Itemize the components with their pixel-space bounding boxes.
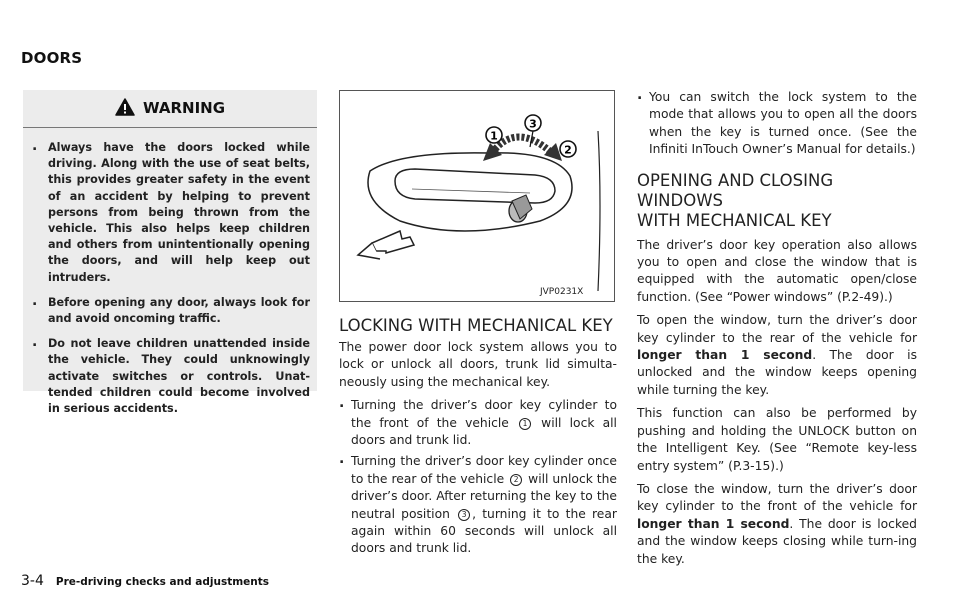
callout-2: 2: [564, 143, 572, 157]
footer-section: Pre-driving checks and adjustments: [55, 576, 270, 588]
callout-3: 3: [529, 117, 537, 131]
warning-divider: [23, 127, 317, 128]
door-handle: [395, 169, 555, 203]
warning-heading: [23, 98, 317, 120]
page-number: 3-4: [21, 573, 44, 589]
locking-heading: LOCKING WITH MECHANICAL KEY: [339, 316, 613, 335]
locking-list-continued: [637, 89, 917, 159]
figure-code: JVP0231X: [540, 287, 584, 297]
warning-triangle-icon: [115, 98, 135, 120]
right-column: [637, 89, 917, 574]
callout-2-ref: 2: [510, 474, 522, 486]
warning-item: . Before opening any door, always look for and avoid oncoming traffic.: [32, 295, 310, 327]
windows-p1: The driver’s door key operation also allows you to open and close the window that is equipped with the automatic open/close function. (See “Power windows” (P.2-49).): [637, 237, 917, 304]
windows-heading: OPENING AND CLOSING WINDOWS WITH MECHANICAL KEY: [637, 170, 834, 230]
locking-intro: The power door lock system allows you to lock or unlock all doors, trunk lid simulta-neously using the mechanical key.: [339, 340, 617, 389]
warning-heading-text: WARNING: [142, 99, 226, 117]
list-item: . Turning the driver’s door key cylinder once to the rear of the vehicle 2 will unlock the driver’s door. After returning the key to the neutral position 3 , turning it to the rear again within 60 seconds will unlock all doors and trunk lid.: [339, 453, 617, 557]
warning-list: [32, 140, 310, 426]
list-item: . Turning the driver’s door key cylinder to the front of the vehicle 1 will lock all doors and trunk lid.: [339, 397, 617, 449]
door-edge-line: [598, 131, 600, 291]
section-title: DOORS: [21, 49, 83, 67]
door-handle-figure: [339, 90, 615, 302]
list-item: . You can switch the lock system to the mode that allows you to open all the doors when the key is turned once. (See the Infiniti InTouch Owner’s Manual for details.): [637, 89, 917, 159]
warning-item: . Do not leave children unattended inside the vehicle. They could unknowingly activate switches or controls. Unat-tended children could become involved in serious accidents.: [32, 336, 310, 417]
windows-p4: To close the window, turn the driver’s door key cylinder to the front of the vehicle for longer than 1 second. The door is locked and the window keeps closing while turn-ing the key.: [637, 481, 917, 566]
callout-3-ref: 3: [458, 509, 470, 521]
locking-list: [339, 397, 617, 558]
warning-item: . Always have the doors locked while driving. Along with the use of seat belts, this provides greater safety in the event of an accident by helping to prevent persons from being thrown from the vehicle. This also helps keep children and others from unintentionally opening the doors, and will help keep out intruders.: [32, 140, 310, 286]
callout-1: 1: [490, 129, 498, 143]
locking-body: [339, 339, 617, 562]
windows-p2: To open the window, turn the driver’s door key cylinder to the rear of the vehicle for longer than 1 second. The door is unlocked and the window keeps opening while turning the key.: [637, 313, 917, 397]
callout-1-ref: 1: [519, 418, 531, 430]
windows-p3: This function can also be performed by pushing and holding the UNLOCK button on the Intelligent Key. (See “Remote key-less entry system” (P.3-15).): [637, 406, 917, 473]
page-footer: [21, 570, 269, 589]
front-direction-arrow: [372, 231, 414, 253]
